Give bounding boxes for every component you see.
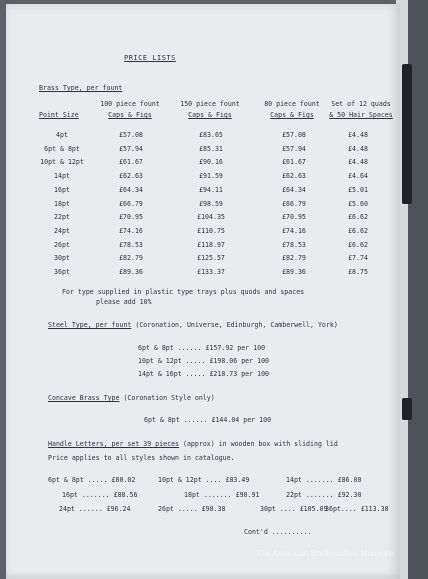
brass-heading: Brass Type, per fount xyxy=(39,84,123,92)
concave-heading-title: Concave Brass Type xyxy=(48,394,120,402)
museum-watermark: The American Bookbinders Museum xyxy=(256,548,394,558)
steel-line-1: 6pt & 8pt ...... £157.92 per 100 xyxy=(138,344,266,352)
price-cell: £104.35 xyxy=(197,213,225,222)
price-cell: £78.53 xyxy=(119,240,143,249)
price-cell: £118.97 xyxy=(197,240,225,249)
steel-line-2: 10pt & 12pt ..... £198.06 per 100 xyxy=(138,357,270,365)
price-cell: £57.94 xyxy=(119,144,143,153)
binder-tab-bottom xyxy=(402,398,412,420)
price-cell: £94.11 xyxy=(199,185,223,194)
price-cell: £82.79 xyxy=(119,254,143,263)
price-cell: £91.59 xyxy=(199,172,223,181)
handle-row1-col2: 10pt & 12pt .... £83.49 xyxy=(158,476,250,484)
col-header-4-line1: Set of 12 quads xyxy=(331,100,391,108)
steel-heading-rest: (Coronation, Universe, Edinburgh, Camberwell, York) xyxy=(131,321,338,329)
steel-heading-title: Steel Type, per fount xyxy=(48,321,132,329)
price-cell: £62.63 xyxy=(282,172,306,181)
price-cell: £6.62 xyxy=(348,226,368,235)
price-cell: £57.08 xyxy=(119,131,143,139)
price-cell: £61.67 xyxy=(282,158,306,167)
price-cell: £4.64 xyxy=(348,172,368,181)
handle-heading xyxy=(48,441,338,448)
price-cell: £82.79 xyxy=(282,254,306,263)
steel-heading xyxy=(48,322,338,329)
handle-row2-col3: 22pt ....... £92.30 xyxy=(286,491,362,499)
price-cell: £110.75 xyxy=(197,226,225,235)
price-cell: £4.48 xyxy=(348,144,368,153)
price-cell: £62.63 xyxy=(119,172,143,181)
price-cell: £64.34 xyxy=(119,185,143,194)
price-cell: £64.34 xyxy=(282,185,306,194)
price-cell: £78.53 xyxy=(282,240,306,249)
price-cell: £98.59 xyxy=(199,199,223,208)
col-header-4-line2: & 50 Hair Spaces xyxy=(329,111,393,119)
handle-row3-col2: 26pt ..... £98.38 xyxy=(158,505,226,513)
handle-row1-col1: 6pt & 8pt ..... £80.02 xyxy=(48,476,136,484)
page-title: PRICE LISTS xyxy=(124,54,176,62)
col-header-0: Point Size xyxy=(39,111,79,119)
point-size-cell: 6pt & 8pt xyxy=(44,144,80,153)
steel-line-3: 14pt & 16pt ..... £218.73 per 100 xyxy=(138,370,270,378)
continued-note: Cont'd .......... xyxy=(244,528,312,536)
point-size-cell: 22pt xyxy=(54,213,70,222)
brass-note-line2: please add 10% xyxy=(96,298,152,306)
price-cell: £4.48 xyxy=(348,131,368,139)
point-size-cell: 36pt xyxy=(54,268,70,276)
handle-row1-col3: 14pt ....... £86.00 xyxy=(286,476,362,484)
price-cell: £70.95 xyxy=(119,213,143,222)
col-header-3-line1: 80 piece fount xyxy=(264,100,320,108)
price-cell: £74.16 xyxy=(282,226,306,235)
price-cell: £57.94 xyxy=(282,144,306,153)
handle-row3-col4: 36pt.... £113.38 xyxy=(325,505,389,513)
col-header-2-line1: 150 piece fount xyxy=(180,100,240,108)
point-size-cell: 4pt xyxy=(56,131,68,139)
price-cell: £57.08 xyxy=(282,131,306,139)
concave-heading xyxy=(48,395,215,402)
price-cell: £7.74 xyxy=(348,254,368,263)
price-cell: £61.67 xyxy=(119,158,143,167)
price-cell: £5.01 xyxy=(348,185,368,194)
col-header-3-line2: Caps & Figs xyxy=(270,111,314,119)
price-cell: £6.62 xyxy=(348,213,368,222)
handle-heading-rest: (approx) in wooden box with sliding lid xyxy=(179,440,338,448)
handle-row3-col3: 30pt .... £105.09 xyxy=(260,505,328,513)
point-size-cell: 30pt xyxy=(54,254,70,263)
handle-heading-title: Handle Letters, per set 39 pieces xyxy=(48,440,180,448)
brass-note-line1: For type supplied in plastic type trays plus quods and spaces xyxy=(62,288,305,296)
point-size-cell: 26pt xyxy=(54,240,70,249)
price-cell: £6.62 xyxy=(348,240,368,249)
point-size-cell: 14pt xyxy=(54,172,70,181)
binder-tab-top xyxy=(402,64,412,204)
point-size-cell: 24pt xyxy=(54,226,70,235)
price-cell: £66.79 xyxy=(282,199,306,208)
price-cell: £4.48 xyxy=(348,158,368,167)
price-cell: £89.36 xyxy=(282,268,306,276)
handle-row2-col2: 18pt ....... £90.91 xyxy=(184,491,260,499)
concave-line: 6pt & 8pt ...... £144.04 per 100 xyxy=(144,416,272,424)
col-header-1-line1: 100 piece fount xyxy=(100,100,160,108)
price-cell: £90.16 xyxy=(199,158,223,167)
price-cell: £5.60 xyxy=(348,199,368,208)
handle-subline: Price applies to all styles shown in catalogue. xyxy=(48,454,235,462)
col-header-2-line2: Caps & Figs xyxy=(188,111,232,119)
price-cell: £66.79 xyxy=(119,199,143,208)
price-cell: £133.37 xyxy=(197,268,225,276)
price-cell: £125.57 xyxy=(197,254,225,263)
handle-row2-col1: 16pt ....... £88.56 xyxy=(62,491,138,499)
col-header-1-line2: Caps & Figs xyxy=(108,111,152,119)
point-size-cell: 18pt xyxy=(54,199,70,208)
concave-heading-rest: (Coronation Style only) xyxy=(119,394,215,402)
price-list-sheet xyxy=(6,4,400,579)
point-size-cell: 10pt & 12pt xyxy=(40,158,84,167)
price-cell: £85.31 xyxy=(199,144,223,153)
price-cell: £8.75 xyxy=(348,268,368,276)
point-size-cell: 16pt xyxy=(54,185,70,194)
price-cell: £70.95 xyxy=(282,213,306,222)
price-cell: £74.16 xyxy=(119,226,143,235)
price-cell: £89.36 xyxy=(119,268,143,276)
handle-row3-col1: 24pt ...... £96.24 xyxy=(59,505,131,513)
price-cell: £83.65 xyxy=(199,131,223,139)
